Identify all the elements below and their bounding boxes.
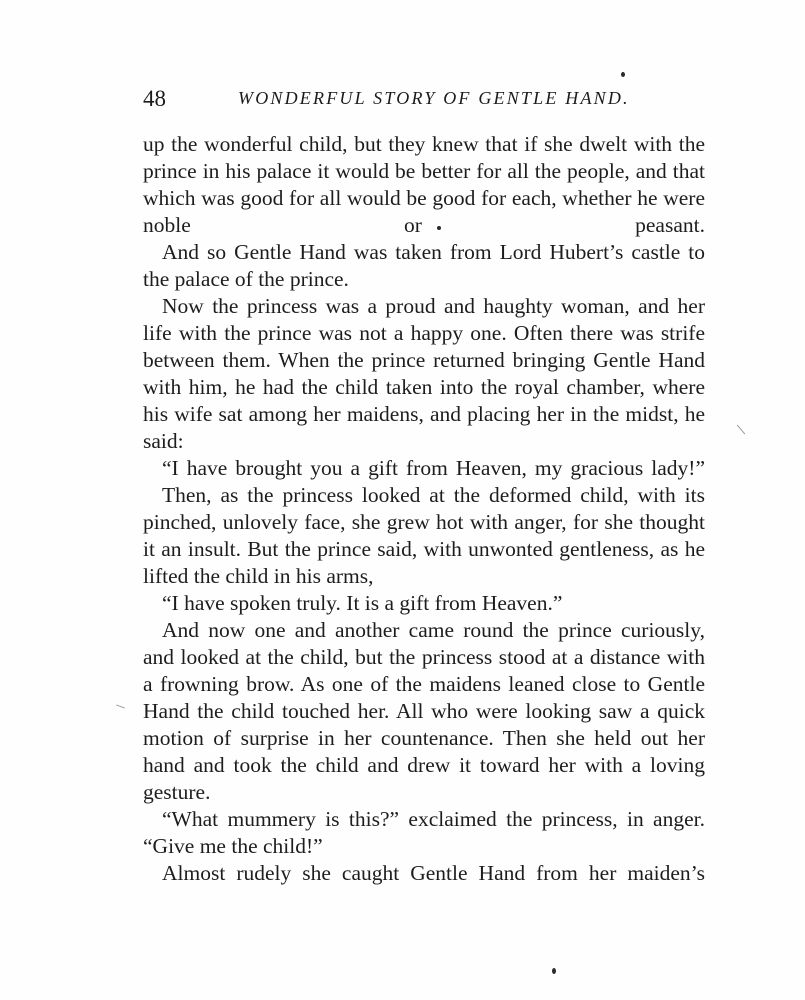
ink-speck-bottom [552,968,556,974]
margin-scratch-right [737,425,745,435]
paragraph-7: And now one and another came round the prince curiously, and looked at the child, but the princess stood at a distance with a frowning brow. As one of the maidens leaned close to Gentle Hand the child touched her. All who were looking saw a quick motion of surprise in her countenance. Then she held out her hand and took the child and drew it toward her with a loving gesture. [143,618,705,804]
paragraph-4: “I have brought you a gift from Heaven, my gracious lady!” [162,456,705,480]
paragraph-8: “What mummery is this?” exclaimed the princess, in anger. “Give me the child!” [143,807,705,858]
margin-scratch-left [116,704,125,708]
paragraph-1: up the wonderful child, but they knew that if she dwelt with the prince in his palace it would be better for all the people, and that which was good for all would be good for each, whether he were noble or peasant. [143,132,705,237]
paragraph-5: Then, as the princess looked at the deformed child, with its pinched, unlovely face, she grew hot with anger, for she thought it an insult. But the prince said, with unwonted gentleness, as he lifted the child in his arms, [143,483,705,588]
body-text [143,131,705,887]
running-header [143,86,708,120]
page-number: 48 [143,86,166,111]
paragraph-2: And so Gentle Hand was taken from Lord Hubert’s castle to the palace of the prince. [143,240,705,291]
ink-speck-top [621,72,625,77]
running-title: WONDERFUL STORY OF GENTLE HAND. [238,88,630,108]
paragraph-9: Almost rudely she caught Gentle Hand from her maiden’s [162,861,705,885]
paragraph-6: “I have spoken truly. It is a gift from Heaven.” [162,591,563,615]
paragraph-3: Now the princess was a proud and haughty woman, and her life with the prince was not a happy one. Often there was strife between them. When the prince returned bringing Gentle Hand with him, he had the child taken into the royal chamber, where his wife sat among her maidens, and placing her in the midst, he said: [143,294,705,453]
